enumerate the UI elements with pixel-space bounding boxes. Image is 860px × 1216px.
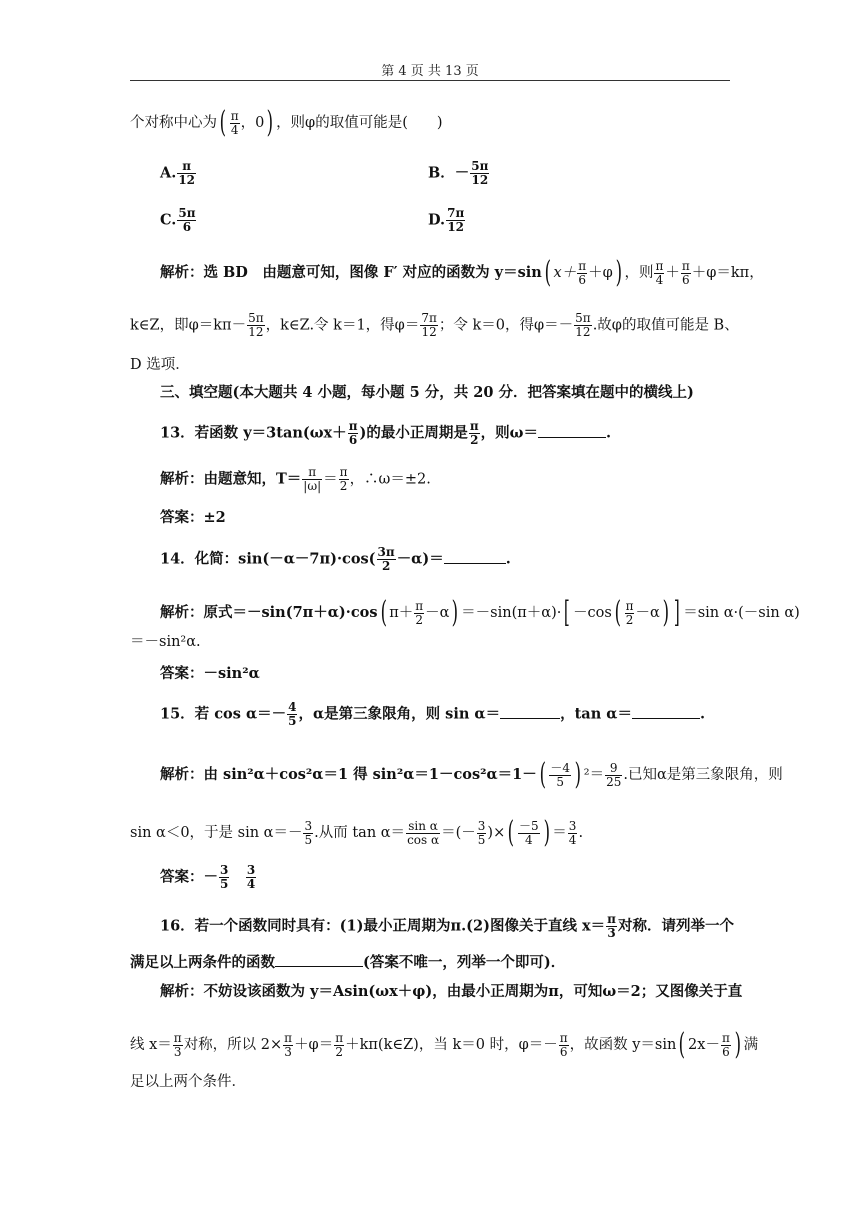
- q14-answer: 答案：－sin²α: [160, 665, 260, 682]
- q15-tan-blank[interactable]: [632, 704, 700, 719]
- q12-analysis-line3: D 选项．: [130, 357, 190, 373]
- q15-analysis-line2: sin α＜0，于是 sin α＝－ $\frac{3}{5}$ .从而 tan α＝ $\frac{\text{sin α}}{\text{cos α}}$ ＝(－ $\frac{3}{5}$ )×( $\frac{-5}{4}$ ) ＝ $\frac{3}{4}$ .: [130, 815, 584, 850]
- page-header: 第 4 页 共 13 页: [381, 64, 479, 79]
- q16-analysis-line2: 线 x＝ $\frac{\pi}{3}$ 对称，所以 2× $\frac{\pi}{3}$ ＋φ＝ $\frac{\pi}{2}$ ＋kπ(k∈Z)，当 k＝0 时，φ＝－ $\frac{\pi}{6}$ ，故函数 y＝sin( 2x－ $\frac{\pi}{6}$ ) 满: [130, 1027, 759, 1062]
- q16-analysis-line3: 足以上两个条件．: [130, 1074, 246, 1090]
- q14-analysis-line2: ＝－sin²α.: [130, 634, 201, 650]
- q12-stem: 个对称中心为( $\frac{\pi}{4}$ ，0) ，则φ的取值可能是( ): [130, 105, 443, 140]
- q12-stem-pre: 个对称中心为: [130, 115, 217, 131]
- paren-left: (: [219, 105, 227, 140]
- q14-stem: 14．化简：sin(－α－7π)·cos( $\frac{3\pi}{2}$ －α)＝ .: [160, 545, 511, 573]
- q13-analysis: 解析：由题意知，T＝ $\frac{\pi}{|\omega|}$ ＝ $\frac{\pi}{2}$ ，∴ω＝±2.: [160, 465, 431, 493]
- q15-stem: 15．若 cos α＝－ $\frac{4}{5}$ ，α是第三象限角，则 sin α＝ ，tan α＝ .: [160, 700, 706, 728]
- q14-analysis-line1: 解析：原式＝－sin(7π＋α)·cos( π＋ $\frac{\pi}{2}$ －α) ＝－sin(π＋α)·[ －cos( $\frac{\pi}{2}$ －α) ] ＝sin α·(－sin α): [160, 595, 800, 630]
- q13-answer: 答案：±2: [160, 509, 226, 526]
- q12-analysis-line1: 解析：选 BD 由题意可知，图像 F′ 对应的函数为 y＝sin( x＋ $\frac{\pi}{6}$ ＋φ) ，则 $\frac{\pi}{4}$ ＋ $\frac{\pi}{6}$ ＋φ＝kπ，: [160, 255, 764, 290]
- q12-stem-post: ，则φ的取值可能是( ): [276, 115, 443, 131]
- paren-right: ): [266, 105, 274, 140]
- q16-analysis-line1: 解析：不妨设该函数为 y＝Asin(ωx＋φ)，由最小正周期为π，可知ω＝2；又图像关于直: [160, 983, 743, 1000]
- option-c: C. $\frac{5\pi}{6}$: [160, 206, 196, 234]
- option-b: B．－ $\frac{5\pi}{12}$: [428, 159, 489, 187]
- q13-stem: 13．若函数 y＝3tan(ωx＋ $\frac{\pi}{6}$ )的最小正周期是 $\frac{\pi}{2}$ ，则ω＝ .: [160, 419, 612, 447]
- section-title: 三、填空题(本大题共 4 小题，每小题 5 分，共 20 分．把答案填在题中的横线上): [160, 384, 694, 401]
- q16-stem-line1: 16．若一个函数同时具有：(1)最小正周期为π.(2)图像关于直线 x＝ $\frac{\pi}{3}$ 对称．请列举一个: [160, 912, 734, 940]
- q12-center-frac: $\frac{\pi}{4}$: [230, 108, 239, 137]
- option-d: D. $\frac{7\pi}{12}$: [428, 206, 465, 234]
- q12-center-y: 0: [255, 115, 265, 131]
- q13-answer-blank[interactable]: [538, 423, 606, 438]
- q12-analysis-line2: k∈Z，即φ＝kπ－ $\frac{5\pi}{12}$ ，k∈Z.令 k＝1，得φ＝ $\frac{7\pi}{12}$ ；令 k＝0，得φ＝－ $\frac{5\pi}{12}$ .故φ的取值可能是 B、: [130, 311, 739, 339]
- q14-answer-blank[interactable]: [444, 549, 506, 564]
- option-a: A. $\frac{\pi}{12}$: [160, 159, 196, 187]
- q15-answer: 答案：－ $\frac{3}{5}$ $\frac{3}{4}$: [160, 863, 256, 891]
- q15-analysis-line1: 解析：由 sin²α＋cos²α＝1 得 sin²α＝1－cos²α＝1－( $\frac{-4}{5}$ ) ²＝ $\frac{9}{25}$ .已知α是第三象限角，则: [160, 757, 783, 792]
- q16-stem-line2: 满足以上两条件的函数 (答案不唯一，列举一个即可)．: [130, 954, 566, 971]
- q16-answer-blank[interactable]: [275, 952, 363, 967]
- q15-sin-blank[interactable]: [500, 704, 560, 719]
- header-rule: [130, 80, 730, 81]
